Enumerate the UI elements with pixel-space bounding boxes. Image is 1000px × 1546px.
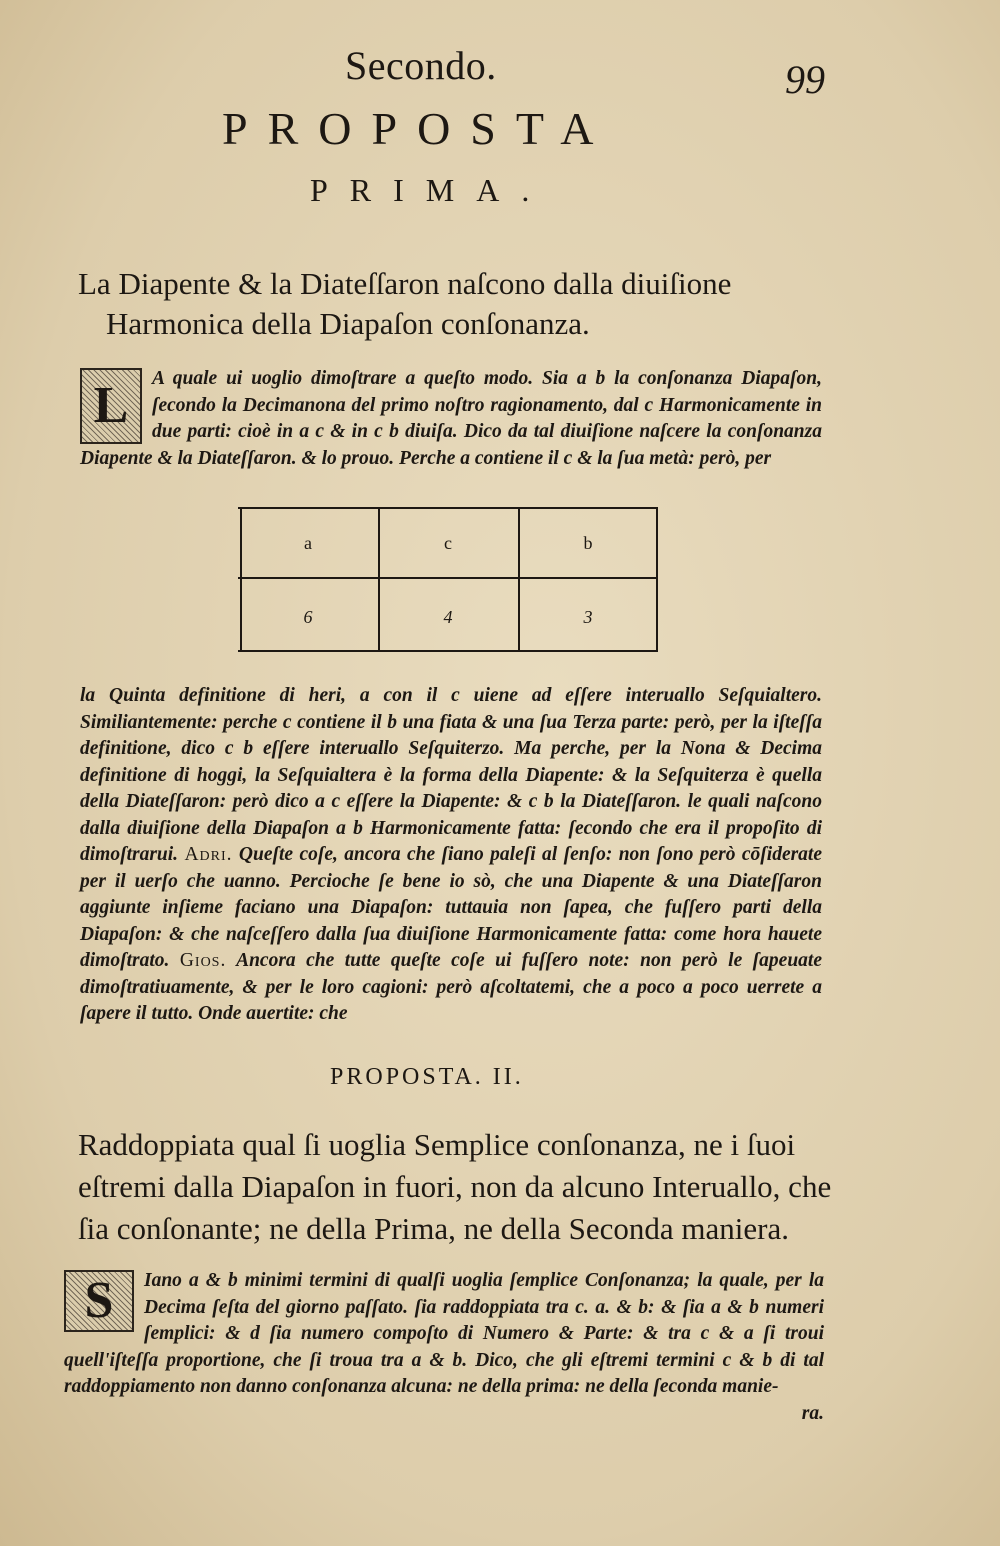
drop-cap-ornament-2: S	[64, 1270, 134, 1332]
diagram-rule-divider-1	[378, 507, 380, 652]
diagram-rule-right	[656, 507, 658, 652]
diagram-rule-top	[238, 507, 658, 509]
proof-2-paragraph	[64, 1268, 824, 1427]
proof-text: A quale ui uoglio dimoſtrare a queſto modo. Sia a b la conſonanza Diapaſon, ſecondo la Decimanona del primo noſtro ragionamento, dal c Harmonicamente in due parti: cioè in a c & in c b diuiſa. Dico da tal diuiſione naſcere la conſonanza Diapente & la Diateſſaron. & lo prouo. Perche a contiene il c & la ſua metà: però, per	[80, 368, 822, 469]
proof-paragraph	[80, 366, 822, 472]
diagram-letter-c: c	[444, 533, 452, 553]
proposition-heading: PROPOSTA	[222, 103, 614, 154]
proposition-2-heading: PROPOSTA. II.	[330, 1064, 524, 1090]
proposition-2-statement: Raddoppiata qual ſi uoglia Semplice conſonanza, ne i ſuoi eſtremi dalla Diapaſon in fuori, non da alcuno Interuallo, che ſia conſonante; ne della Prima, ne della Seconda maniera.	[78, 1127, 832, 1246]
proposition-number-heading: PRIMA.	[310, 172, 552, 208]
diagram-number-6: 6	[303, 607, 313, 627]
division-diagram	[238, 507, 658, 652]
dialogue-text-part-2: Queſte coſe, ancora che ſiano paleſi al ſenſo: non ſono però cōſiderate per il uerſo che uanno. Percioche ſe bene io sò, che una Diapente & una Diateſſaron aggiunte inſieme faciano una Diapaſon: tuttauia non ſapea, che fuſſero parti della Diapaſon: & che naſceſſero dalla ſua diuiſione Harmonicamente fatta: come hora hauete dimoſtrato.	[80, 844, 823, 971]
diagram-rule-middle	[238, 577, 658, 579]
diagram-rule-divider-2	[518, 507, 520, 652]
diagram-rule-bottom	[238, 650, 658, 652]
proof-2-text: Iano a & b minimi termini di qualſi uoglia ſemplice Conſonanza; la quale, per la Decima ſeſta del giorno paſſato. ſia raddoppiata tra c. a. & b: & ſia a & b numeri ſemplici: & d ſia numero compoſto di Numero & Parte: & tra c & a ſi troui quell'iſteſſa proportione, che ſi troua tra a & b. Dico, che gli eſtremi termini c & b di tal raddoppiamento non danno conſonanza alcuna: ne della prima: ne della ſeconda manie-	[64, 1270, 824, 1397]
speaker-adri: Adri.	[184, 844, 233, 865]
dialogue-text-part-1: la Quinta definitione di heri, a con il c uiene ad eſſere interuallo Seſquialtero. Similiantemente: perche c contiene il b una fiata & una ſua Terza parte: però, per la iſteſſa definitione, dico c b eſſere interuallo Seſquiterzo. Ma perche, per la Nona & Decima definitione di hoggi, la Seſquialtera è la forma della Diapente: & la Seſquiterza è quella della Diateſſaron: però dico a c eſſere la Diapente: & c b la Diateſſaron. le quali naſcono dalla diuiſione della Diapaſon a b Harmonicamente fatta: ſecondo che era il propoſito di dimoſtrarui.	[80, 685, 822, 865]
running-title: Secondo.	[345, 43, 497, 88]
dialogue-text	[80, 683, 822, 1028]
diagram-rule-left	[240, 507, 242, 652]
diagram-letter-b: b	[583, 533, 593, 553]
diagram-number-4: 4	[443, 607, 453, 627]
diagram-letter-a: a	[304, 533, 312, 553]
speaker-gios: Gios.	[179, 950, 227, 971]
dialogue-paragraph	[80, 683, 822, 1028]
diagram-number-3: 3	[583, 607, 593, 627]
hyphenated-line-end: ra.	[801, 1402, 824, 1424]
page-number: 99	[785, 57, 825, 102]
dialogue-text-part-3: Ancora che tutte queſte coſe ui fuſſero note: non però le ſapeuate dimoſtratiuamente, & per le loro cagioni: però aſcoltatemi, che a poco a poco uerrete a ſapere il tutto. Onde auertite: che	[80, 950, 823, 1024]
proposition-statement: La Diapente & la Diateſſaron naſcono dalla diuiſione Harmonica della Diapaſon conſonanza.	[78, 266, 732, 341]
drop-cap-ornament: L	[80, 368, 142, 444]
